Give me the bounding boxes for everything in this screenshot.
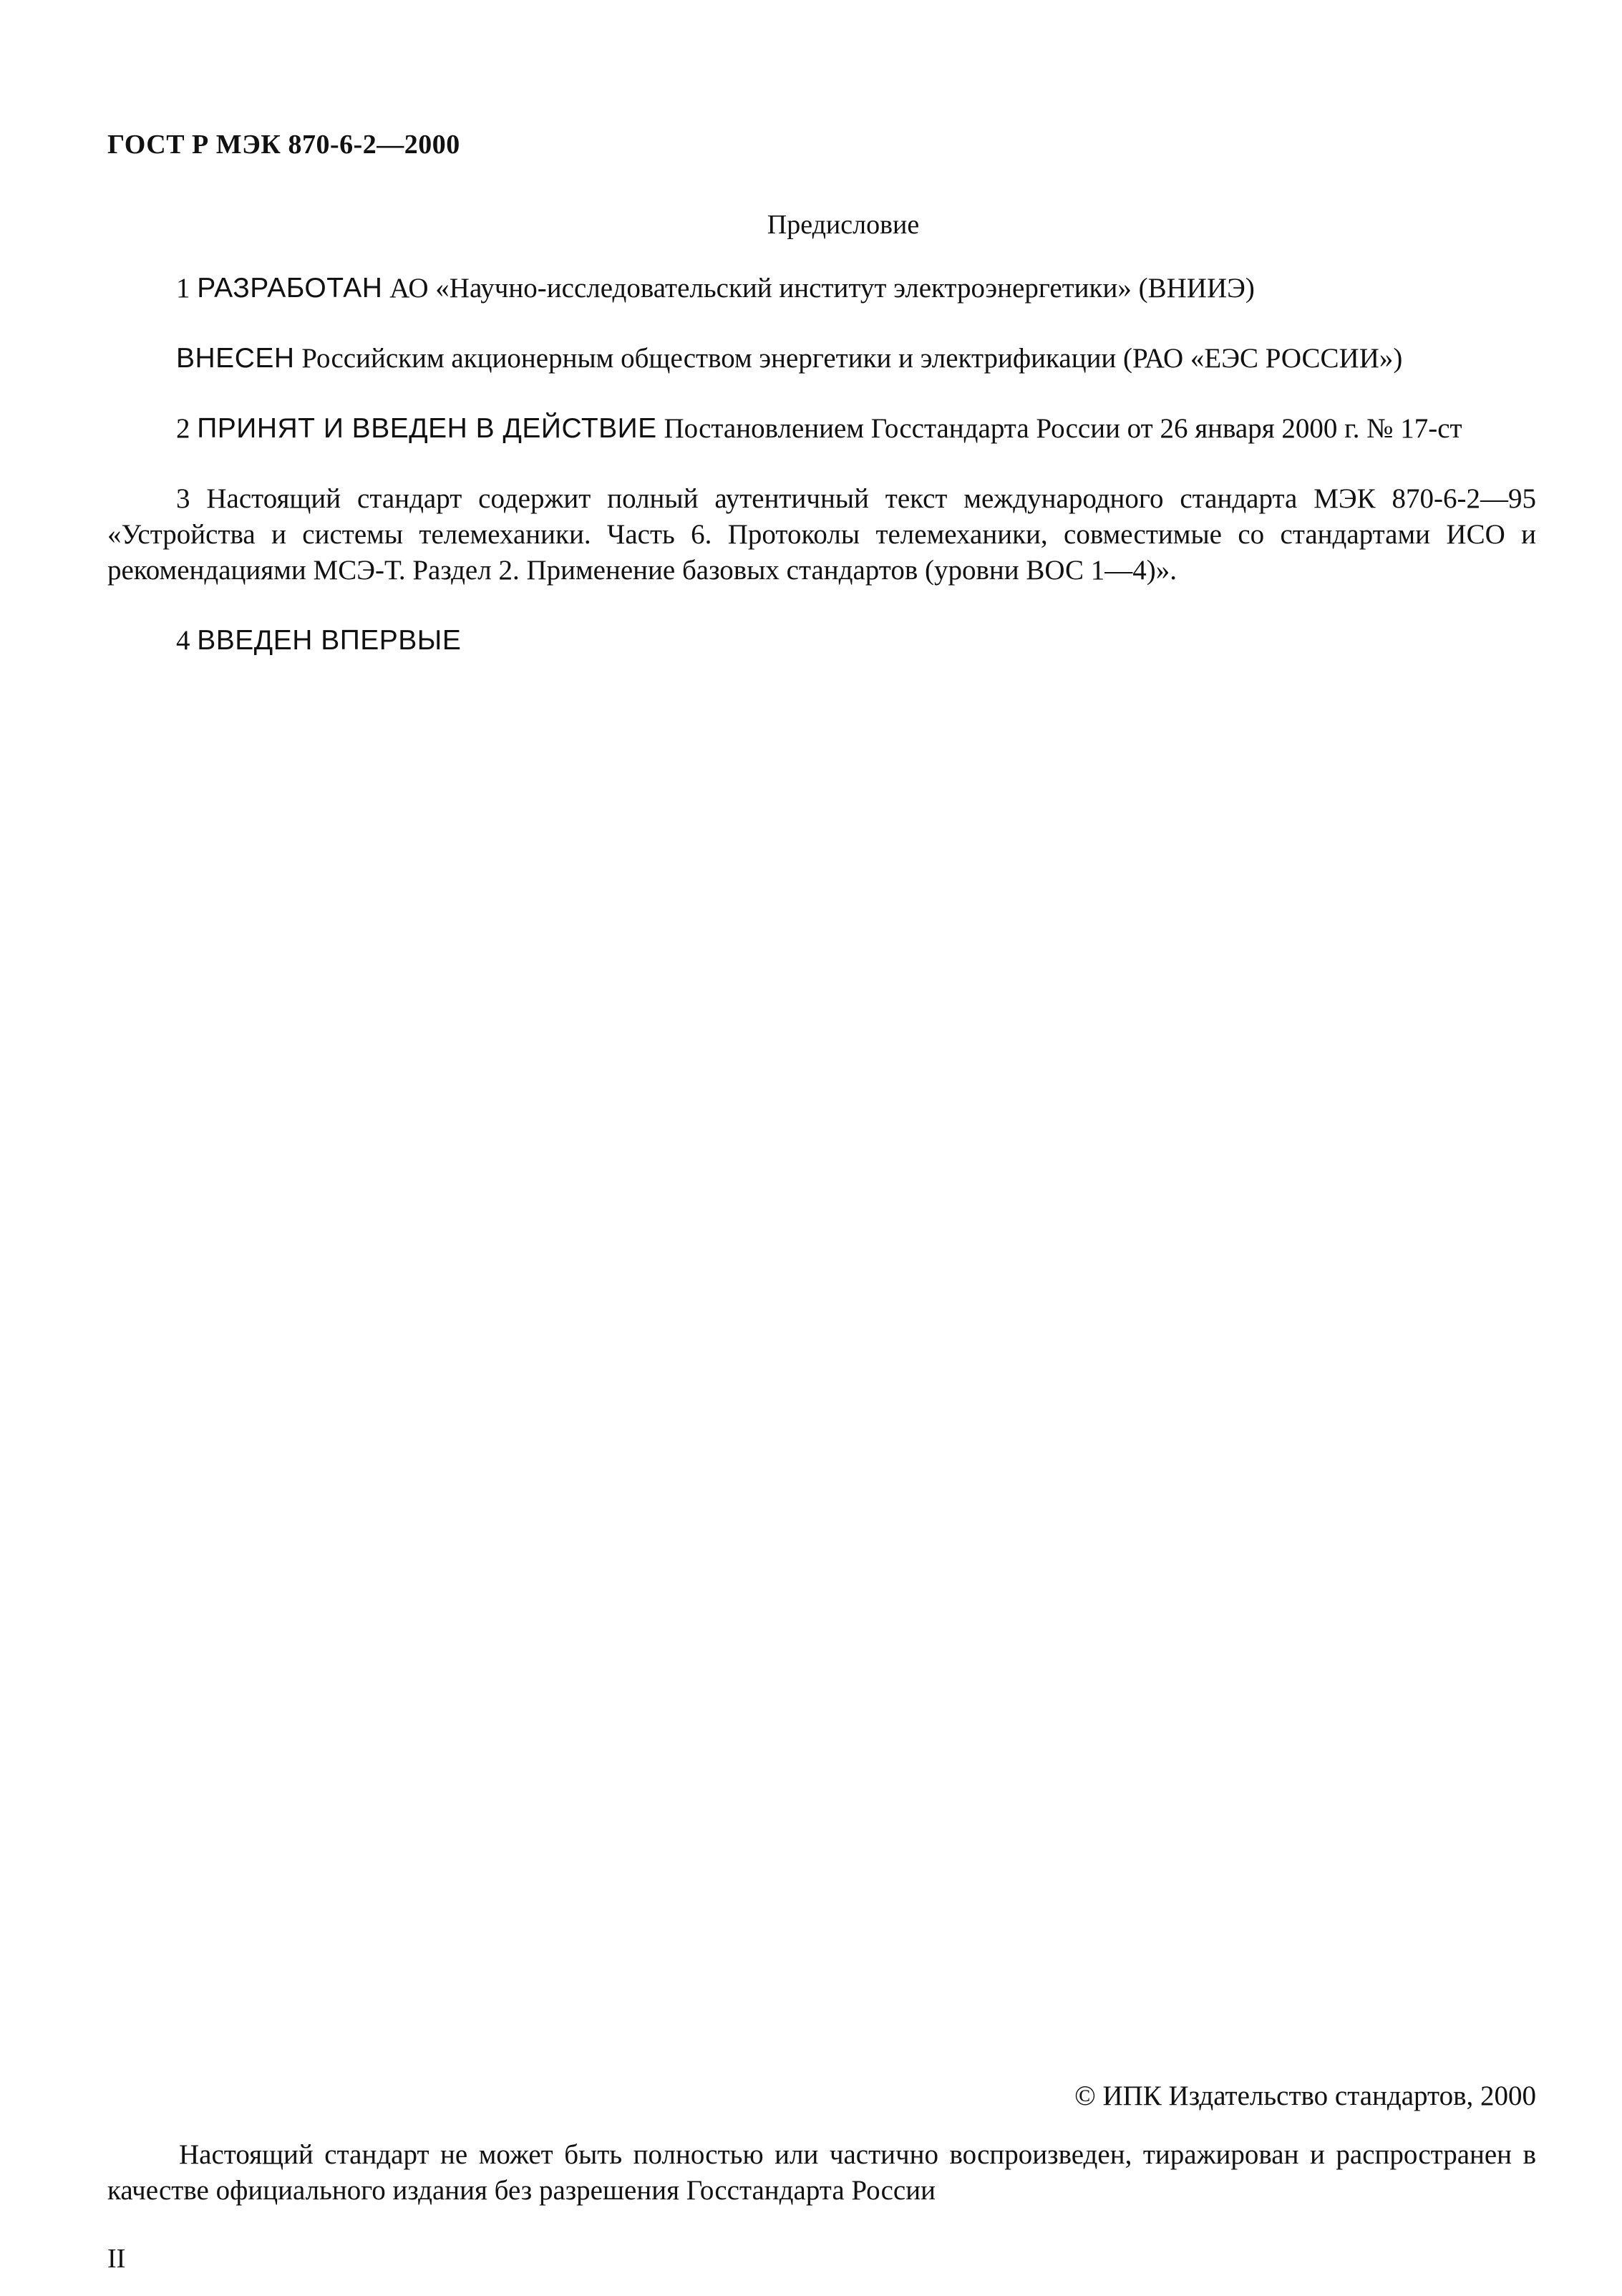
document-id-header: ГОСТ Р МЭК 870-6-2—2000 [107, 130, 460, 160]
item-lead: ВНЕСЕН [176, 343, 295, 374]
page-number: II [107, 2244, 126, 2274]
foreword-item-1 [107, 271, 1536, 306]
copyright-line: © ИПК Издательство стандартов, 2000 [1074, 2081, 1536, 2111]
item-number: 2 [176, 413, 190, 444]
item-lead: ВВЕДЕН ВПЕРВЫЕ [197, 625, 462, 656]
item-number: 1 [176, 273, 190, 304]
item-text: АО «Научно-исследовательский институт электроэнергетики» (ВНИИЭ) [389, 273, 1255, 304]
foreword-item-introduced [107, 341, 1536, 377]
item-text: Настоящий стандарт содержит полный аутентичный текст международного стандарта МЭК 870-6-2—95 «Устройства и системы телемеханики. Часть 6. Протоколы телемеханики, совместимые со стандартами ИСО и рекомендациями МСЭ-Т. Раздел 2. Применение базовых стандартов (уровни ВОС 1—4)». [107, 483, 1536, 586]
item-number: 4 [176, 625, 190, 656]
item-lead: РАЗРАБОТАН [197, 273, 383, 304]
foreword-item-4 [107, 623, 1536, 659]
item-lead: ПРИНЯТ И ВВЕДЕН В ДЕЙСТВИЕ [197, 413, 657, 444]
foreword-item-3 [107, 481, 1536, 588]
reproduction-notice: Настоящий стандарт не может быть полностью или частично воспроизведен, тиражирован и распространен в качестве официального издания без разрешения Госстандарта России [107, 2139, 1536, 2206]
item-number: 3 [176, 483, 190, 514]
foreword-title: Предисловие [767, 210, 920, 240]
item-text: Российским акционерным обществом энергетики и электрификации (РАО «ЕЭС РОССИИ») [301, 343, 1403, 374]
item-text: Постановлением Госстандарта России от 26 января 2000 г. № 17-ст [664, 413, 1462, 444]
foreword-item-2 [107, 411, 1536, 447]
foreword-content [107, 271, 1536, 693]
